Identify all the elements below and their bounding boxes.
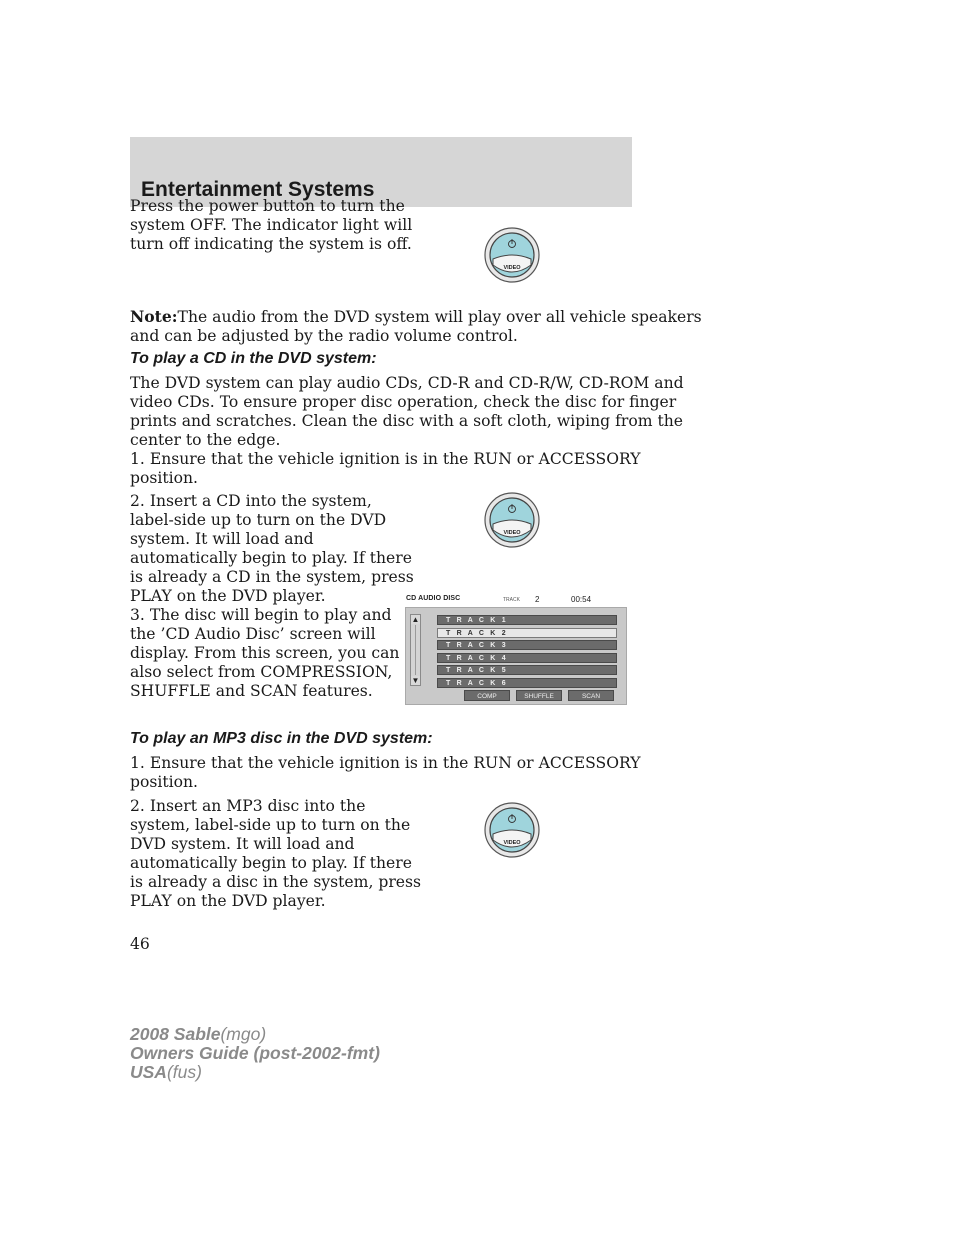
cd-intro-paragraph: The DVD system can play audio CDs, CD-R and CD-R/W, CD-ROM and video CDs. To ensure proper disc operation, check the disc for finger prints and scratches. Clean the disc with a soft cloth, wiping from the center to the edge.	[130, 374, 684, 449]
shuffle-button[interactable]: SHUFFLE	[516, 690, 562, 701]
cd-section-heading: To play a CD in the DVD system:	[130, 350, 377, 367]
page-number: 46	[130, 935, 150, 953]
power-icon	[484, 227, 540, 283]
svg-text:VIDEO: VIDEO	[503, 840, 521, 846]
scroll-down-icon[interactable]: ▼	[411, 676, 420, 685]
cd-step-3: 3. The disc will begin to play and the ’CD Audio Disc’ screen will display. From this screen, you can also select from COMPRESSION, SHUFFLE and SCAN features.	[130, 606, 400, 700]
intro-paragraph: Press the power button to turn the system OFF. The indicator light will turn off indicating the system is off.	[130, 197, 413, 253]
cd-screen-panel	[405, 607, 627, 705]
elapsed-time: 00:54	[571, 595, 592, 604]
mp3-step-2: 2. Insert an MP3 disc into the system, label-side up to turn on the DVD system. It will load and automatically begin to play. If there is already a disc in the system, press PLAY on the DVD player.	[130, 797, 422, 910]
power-button-illustration	[484, 227, 540, 283]
scroll-track	[415, 625, 416, 675]
power-icon	[484, 802, 540, 858]
track-item[interactable]: T R A C K 6	[437, 678, 617, 688]
document-footer-info: 2008 Sable(mgo) Owners Guide (post-2002-fmt) USA(fus)	[130, 1024, 380, 1082]
cd-screen-title: CD AUDIO DISC	[406, 595, 461, 602]
track-item[interactable]: T R A C K 4	[437, 653, 617, 663]
cd-step-1: 1. Ensure that the vehicle ignition is in the RUN or ACCESSORY position.	[130, 450, 641, 487]
mp3-step-1: 1. Ensure that the vehicle ignition is in the RUN or ACCESSORY position.	[130, 754, 641, 791]
track-list	[437, 615, 617, 690]
cd-screen-topbar	[405, 593, 627, 607]
power-icon	[484, 492, 540, 548]
track-label: TRACK	[503, 597, 520, 603]
page-title: Entertainment Systems	[141, 178, 375, 201]
track-item-selected[interactable]: T R A C K 2	[437, 628, 617, 638]
power-button-illustration	[484, 802, 540, 858]
comp-button[interactable]: COMP	[464, 690, 510, 701]
track-item[interactable]: T R A C K 5	[437, 665, 617, 675]
track-item[interactable]: T R A C K 3	[437, 640, 617, 650]
cd-step-2: 2. Insert a CD into the system, label-side up to turn on the DVD system. It will load and automatically begin to play. If there is already a CD in the system, press PLAY on the DVD player.	[130, 492, 414, 605]
scan-button[interactable]: SCAN	[568, 690, 614, 701]
track-scrollbar[interactable]	[410, 614, 421, 686]
note-paragraph: Note:The audio from the DVD system will play over all vehicle speakers and can be adjusted by the radio volume control.	[130, 307, 702, 345]
cd-audio-disc-screen	[405, 593, 627, 705]
cd-screen-buttons	[462, 690, 622, 702]
track-number: 2	[535, 595, 540, 604]
power-button-illustration	[484, 492, 540, 548]
svg-text:VIDEO: VIDEO	[503, 530, 521, 536]
scroll-up-icon[interactable]: ▲	[411, 615, 420, 624]
svg-text:VIDEO: VIDEO	[503, 265, 521, 271]
mp3-section-heading: To play an MP3 disc in the DVD system:	[130, 730, 433, 747]
track-item[interactable]: T R A C K 1	[437, 615, 617, 625]
